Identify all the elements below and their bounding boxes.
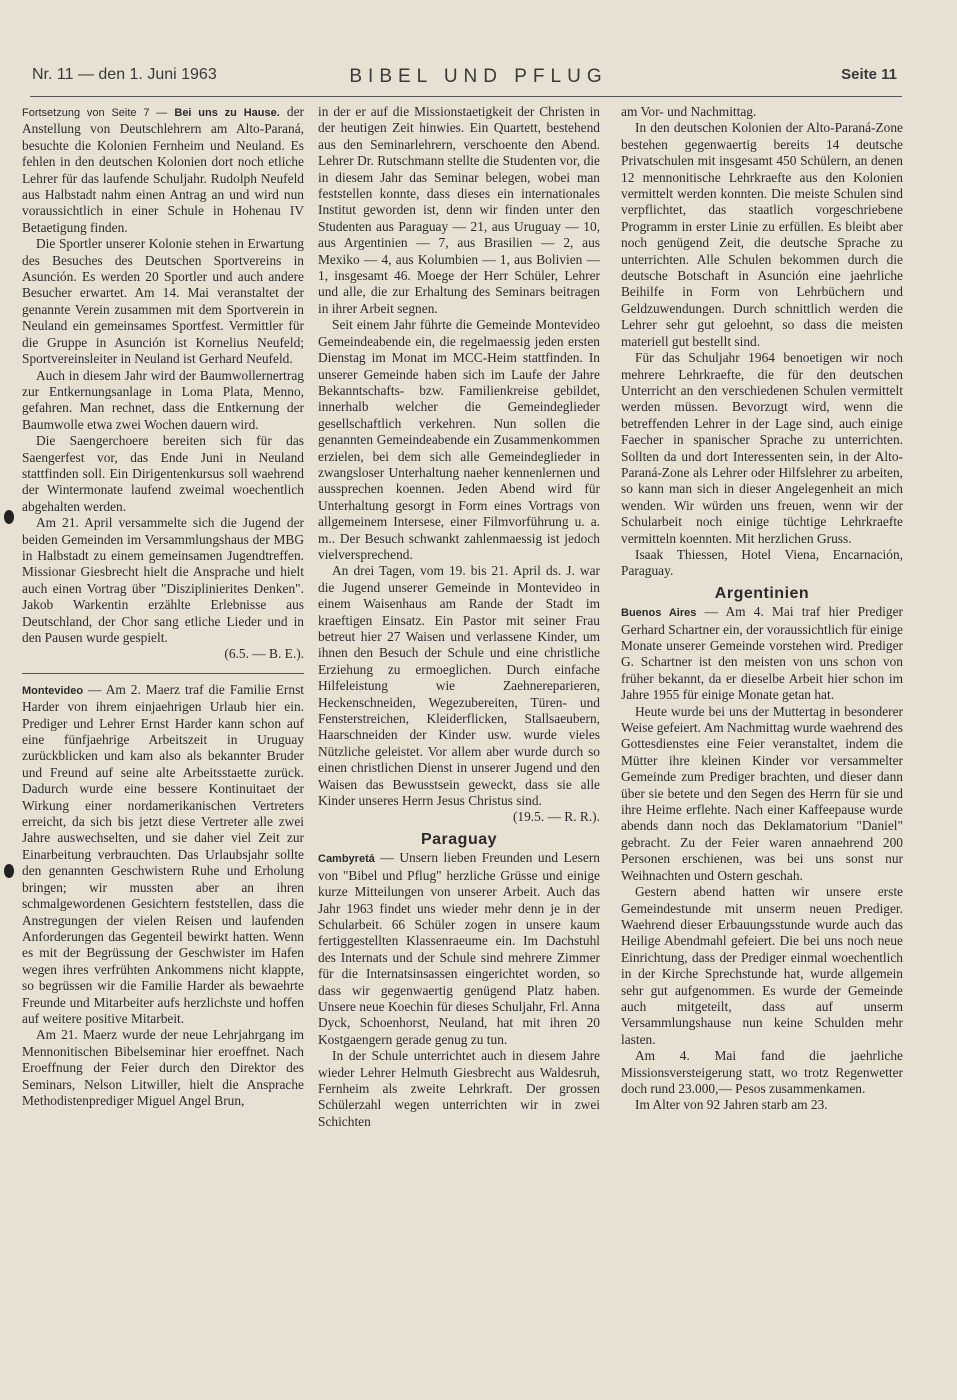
author-signature: (6.5. — B. E.). <box>224 646 304 662</box>
article-paragraph: in der er auf die Missionstaetigkeit der Christen in der heutigen Zeit hinwies. Ein Quartett, bestehend aus den Seminarlehrern, verschoente den Abend. Lehrer Dr. Rutschmann stellte die Studenten vor, die in diesem Jahr das Seminar belegen, wobei man feststellen konnte, dass dieses ein internationales Institut geworden ist, denn wir finden unter den Studenten aus Paraguay — 21, aus Uruguay — 10, aus Argentinien — 7, aus Brasilien — 2, aus Mexiko — 4, aus Kolumbien — 1, aus Bolivien — 1, insgesamt 46. Moege der Herr Schüler, Lehrer und alle, die zur Erhaltung des Seminars beitragen in ihrer Arbeit segnen. <box>318 104 600 316</box>
article-paragraph: Am 21. Maerz wurde der neue Lehrjahrgang im Mennonitischen Bibelseminar hier eroeffnet. Nach Eroeffnung der Feier durch den Direktor des Seminars, Nelson Litwiller, hielt die Ansprache Methodistenprediger Miguel Angel Brun, <box>22 1027 304 1108</box>
article-paragraph: Isaak Thiessen, Hotel Viena, Encarnación, Paraguay. <box>621 546 903 579</box>
article-paragraph: In der Schule unterrichtet auch in diesem Jahre wieder Lehrer Helmuth Giesbrecht aus Waldesruh, Fernheim als zweite Lehrkraft. Der grossen Schülerzahl wegen unterrichten wir in zwei Schichten <box>318 1048 600 1129</box>
author-signature: (19.5. — R. R.). <box>512 809 600 825</box>
article-text: — Unsern lieben Freunden und Lesern von "Bibel und Pflug" herzliche Grüsse und einige kurze Mitteilungen von unserer Arbeit. Auch das Jahr 1963 findet uns wieder mehr denn je in der Schularbeit. 66 Schüler zogen in unsere kaum fertiggestellten Klassenraeume ein. Im Dachstuhl des Internats und der Schule sind mehrere Zimmer für die Internatsinsassen eingerichtet worden, so dass wir gegenwaertig genügend Platz haben. Unsere neue Koechin für dieses Schuljahr, Frl. Anna Dyck, Schoenhorst, Neuland, hat mit ihren 20 Kostgaengern gerade genug zu tun. <box>318 850 600 1047</box>
section-heading-paraguay: Paraguay <box>420 830 498 848</box>
dateline: Cambyretá <box>318 853 375 866</box>
article-paragraph: Auch in diesem Jahr wird der Baumwollernertrag zur Entkernungsanlage in Loma Plata, Menno, gefahren. Man rechnet, dass die Entkernung der Baumwolle etwa zwei Wochen dauern wird. <box>22 367 304 432</box>
article-text: der Anstellung von Deutschlehrern am Alto-Paraná, besuchte die Kolonien Fernheim und Neuland. Es fehlen in den deutschen Kolonien dort noch etliche Lehrer für das laufende Schuljahr. Rudolph Neufeld aus Halbstadt nahm einen Antrag an und wird nun voraussichtlich in einer Schule in Hohenau IV Betaetigung finden. <box>22 104 304 235</box>
article-paragraph: Seit einem Jahr führte die Gemeinde Montevideo Gemeindeabende ein, die regelmaessig jeden ersten Dienstag im Monat im MCC-Heim stattfinden. In unserer Gemeinde haben sich im Laufe der Jahre Bekanntschafts- bzw. Familienkreise gebildet, innerhalb welcher die Gemeindeglieder gesellschaftlich verkehren. Nun sollen die genannten Gemeindeabende ein Zusammenkommen erzielen, bei dem sich alle Gemeindeglieder in zwangsloser Unterhaltung naeher kennenlernen und aussprechen koennen. Jeden Abend wird für Unterhaltung gesorgt in Form eines Vortrags von allgemeinem Intersese, einer Filmvorführung u. a. m.. Der Besuch schwankt zahlenmaessig ist jedoch vielversprechend. <box>318 317 600 562</box>
dateline: Buenos Aires <box>621 607 697 620</box>
article-text: — Am 2. Maerz traf die Familie Ernst Harder von ihrem einjaehrigen Urlaub hier ein. Prediger und Lehrer Ernst Harder kann schon auf eine fünfjaehrige Arbeitszeit in Uruguay zurückblicken und kam also als bekannter Bruder und Freund auf seine alte Arbeitsstaette zurück. Dadurch wurde eine bessere Kontinuitaet der Wirkung einer nordamerikanischen Vertreters erreicht, da sich bis jetzt diese Vertreter alle zwei Jahre auswechselten, und sie daher viel Zeit zur Einarbeitung verbrauchten. Das Urlaubsjahr sollte den genannten Geschwistern Ruhe und Erholung bringen; wir mussten aber an ihren schmalgewordenen Gesichtern feststellen, dass die Anstregungen der vielen Reisen und laufenden Anforderungen das Gegenteil bewirkt hatten. Wenn es mit der Begrüssung der Geschwister im Hafen wegen ihres verfrühten Ankommens nicht klappte, so begrüssen wir die Familie Harder als bewaehrte Freunde und Mitarbeiter aufs herzlichste und hoffen auf weitere positive Mitarbeit. <box>22 681 304 1026</box>
page-number: Seite 11 <box>841 66 897 83</box>
article-paragraph <box>621 604 903 703</box>
article-paragraph: Die Saengerchoere bereiten sich für das Saengerfest vor, das Ende Juni in Neuland stattfinden soll. Ein Dirigentenkursus soll waehrend der Wintermonate laufend zweimal woechentlich abgehalten werden. <box>22 433 304 514</box>
article-paragraph: In den deutschen Kolonien der Alto-Paraná-Zone bestehen gegenwaertig bereits 14 deutsche Privatschulen mit insgesamt 450 Schülern, an denen 12 mennonitische Lehrkraefte aus den Kolonien vermittelt werden konnten. Die meiste Schulen sind verpflichtet, das staatlich vorgeschriebene Programm in erster Linie zu erfüllen. Es bleibt aber noch genügend Zeit, die deutsche Sprache zu unterrichten. Alle Schulen bekommen durch die deutsche Botschaft in Asunción eine jaehrliche Beihilfe in Form von Lehrbüchern und Geldzuwendungen. Durch schnittlich werden die Lehrer sehr gut geloehnt, so dass die meisten materiell gut bestellt sind. <box>621 120 903 349</box>
column-2 <box>318 104 600 1130</box>
punch-hole <box>4 864 14 878</box>
continuation-note: Fortsetzung von Seite 7 — <box>22 107 168 119</box>
article-paragraph: Für das Schuljahr 1964 benoetigen wir noch mehrere Lehrkraefte, die für den deutschen Unterricht an den verschiedenen Schulen vermittelt werden müssen. Bevorzugt wird, wenn die betreffenden Lehrer in der Lage sind, auch einige Faecher in spanischer Sprache zu unterrichten. Sollten da und dort Interessenten sein, in der Alto-Paraná-Zone als Lehrer oder Hilfslehrer zu arbeiten, so kann man sich in dieser Angelegenheit an mich wenden. Wir würden uns freuen, wenn wir der Schularbeit noch einige tüchtige Lehrkraefte vermitteln koennten. Mit herzlichen Gruss. <box>621 350 903 546</box>
header-rule <box>30 96 902 97</box>
article-paragraph <box>22 682 304 1028</box>
article-paragraph: Im Alter von 92 Jahren starb am 23. <box>635 1097 828 1113</box>
article-paragraph: Am 4. Mai fand die jaehrliche Missionsversteigerung statt, wo trotz Regenwetter doch rund 23.000,— Pesos zusammenkamen. <box>621 1048 903 1096</box>
article-paragraph: Heute wurde bei uns der Muttertag in besonderer Weise gefeiert. Am Nachmittag wurde waehrend des Gottesdienstes eine Feier veranstaltet, indem die Mütter ihre kleinen Kinder vor versammelter Gemeinde zum Prediger brachten, und dieser dann über sie betete und den Segen des Herrn für sie und ihre Heime erflehte. Nach einer Kaffeepause wurde abends dann noch das Deklamatorium "Daniel" gebracht. Zu der Feier waren annaehrend 200 Personen erschienen, was bei uns sonst nur Weihnachten und Ostern geschah. <box>621 703 903 883</box>
article-paragraph: am Vor- und Nachmittag. <box>621 104 757 119</box>
article-paragraph: Gestern abend hatten wir unsere erste Gemeindestunde mit unserm neuen Prediger. Waehrend dieser Erbauungsstunde wurde auch das Heilige Abendmahl gefeiert. Die bei uns noch neue Einrichtung, dass der Prediger einmal woechentlich in der Kirche Sprechstunde hat, wurde allgemein sehr gut aufgenommen. Es wurde der Gemeinde auch mitgeteilt, dass auf unserm Versammlungshause nun keine Schulden mehr lasten. <box>621 884 903 1047</box>
article-text: Am 21. April versammelte sich die Jugend der beiden Gemeinden im Versammlungshaus der MBG in Halbstadt zu einem gemeinsamen Jugendtreffen. Missionar Giesbrecht hielt die Ansprache und hielt auch einen Vortrag über "Disziplinierites Denken". Jakob Warkentin erzählte Erlebnisse aus Deutschland, der Chor sang etliche Lieder und in den Pausen wurde gespielt. <box>22 515 304 645</box>
issue-date: Nr. 11 — den 1. Juni 1963 <box>32 66 217 83</box>
column-1 <box>22 104 304 1109</box>
section-divider <box>22 673 304 674</box>
continuation-paragraph <box>22 104 304 236</box>
punch-hole <box>4 510 14 524</box>
continuation-title: Bei uns zu Hause. <box>174 107 280 119</box>
article-paragraph <box>318 850 600 1048</box>
dateline: Montevideo <box>22 684 84 697</box>
article-text: An drei Tagen, vom 19. bis 21. April ds. J. war die Jugend unserer Gemeinde in Montevideo in einem Waisenhaus am Rande der Stadt im kraeftigen Einsatz. Ein Pastor mit seiner Frau betreut hier 27 Waisen und verlassene Kinder, um ihnen den Besuch der Schule und eine christliche Erziehung zu ermoeglichen. Durch einfache Hilfeleistung wie Zaehnereparieren, Heckenschneiden, Wegezubereiten, Türen- und Fensterstreichen, Kleiderflicken, Stallsaeubern, Haarschneiden der Kinder usw. wurde vieles Nützliche geleistet. Vor allem aber wurde durch so einen christlichen Dienst in unserer Jugend und den Waisen das Bewusstsein geweckt, dass sie alle Kinder unseres Herrn Jesus Christus sind. <box>318 563 600 809</box>
article-text: — Am 4. Mai traf hier Prediger Gerhard Schartner ein, der voraussichtlich für einige Monate unserer Gemeinde vorstehen wird. Prediger G. Schartner ist den meisten von uns schon von früher bekannt, da er dieselbe Arbeit hier schon im Jahre 1955 für einige Monate getan hat. <box>621 604 903 703</box>
article-paragraph <box>318 563 600 826</box>
section-heading-argentinien: Argentinien <box>714 584 810 602</box>
masthead-title: BIBEL UND PFLUG <box>349 66 608 87</box>
column-3 <box>621 104 903 1114</box>
article-paragraph: Die Sportler unserer Kolonie stehen in Erwartung des Besuches des Deutschen Sportvereins in Asunción. Es werden 20 Sportler und auch andere Besucher erwartet. Am 14. Mai veranstaltet der genannte Verein zusammen mit dem Sportverein in Neuland ein gemeinsames Sportfest. Vermittler für die Gruppe in Asunción ist Kornelius Neufeld; Sportvereinsleiter in Neuland ist Gerhard Neufeld. <box>22 236 304 367</box>
article-paragraph <box>22 515 304 663</box>
